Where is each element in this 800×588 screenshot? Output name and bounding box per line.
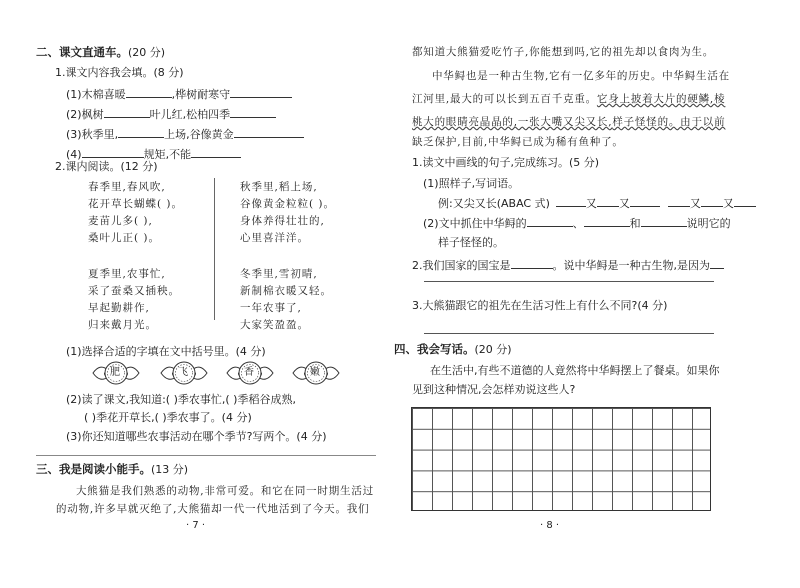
blank[interactable] [230,107,276,118]
q1-item-3-b: 上场,谷像黄金 [164,128,234,141]
poem-autumn-4: 心里喜洋洋。 [240,232,309,244]
q2-heading: 2.课内阅读。(12 分) [55,160,158,173]
r-q2-a: 2.我们国家的国宝是 [412,259,511,272]
r-q1-1: (1)照样子,写词语。 [423,177,520,190]
answer-line[interactable] [424,333,714,334]
blank[interactable] [104,107,150,118]
r-q1-2-cont: 样子怪怪的。 [438,236,504,249]
r-q2 [412,258,724,273]
blank[interactable] [630,196,660,207]
section-4-score: (20 分) [474,343,512,356]
blank[interactable] [82,147,144,158]
section-2-title: 二、课文直通车。 [36,45,128,59]
q1-item-3-a: (3)秋季里, [66,128,119,141]
you-char: 又 [585,197,597,210]
q1-heading: 1.课文内容我会填。(8 分) [55,66,184,79]
passage-line-7: 缺乏保护,目前,中华鲟已成为稀有鱼种了。 [412,136,624,148]
passage-line-4: 中华鲟也是一种古生物,它有一亿多年的历史。中华鲟生活在 [432,70,730,82]
poem-autumn-1: 秋季里,稻上场, [240,181,318,193]
poem-autumn-2: 谷像黄金粒粒( )。 [240,198,336,210]
q1-item-2 [66,107,276,122]
char-option-2: 飞 [178,367,188,378]
writing-prompt-2: 见到这种情况,会怎样劝说这些人? [412,383,576,396]
poem-summer-2: 采了蚕桑又插秧。 [88,285,180,297]
blank[interactable] [556,196,586,207]
poem-spring-3: 麦苗儿多( ), [88,215,153,227]
passage-line-5-a: 江河里,最大的可以长到五百千克重。 [412,93,597,105]
poem-spring-4: 桑叶儿正( )。 [88,232,161,244]
writing-grid[interactable] [411,407,711,511]
example-text: 例:又尖又长(ABAC 式) [438,197,550,210]
passage-line-6 [412,115,725,129]
poem-winter-3: 一年农事了, [240,302,302,314]
section-4-title: 四、我会写话。 [394,342,475,356]
poem-spring-2: 花开草长蝴蝶( )。 [88,198,184,210]
section-2-heading [36,45,165,60]
r-q1-example [438,196,756,211]
underlined-sentence-1: 它身上披着大片的硬鳞,棱 [596,93,726,105]
poem-summer-1: 夏季里,农事忙, [88,268,166,280]
you-char: 又 [689,197,701,210]
writing-prompt-1: 在生活中,有些不道德的人竟然将中华鲟摆上了餐桌。如果你 [430,364,720,377]
page-number-left: · 7 · [186,520,206,531]
page-number-right: · 8 · [540,520,560,531]
underlined-sentence-3: 样子怪怪的。由于以前 [612,116,726,128]
r-q1-2-b: 、 [572,217,584,230]
q1-item-2-a: (2)枫树 [66,108,104,121]
blank[interactable] [597,196,619,207]
poem-divider [214,178,215,320]
poem-summer-3: 早起勤耕作, [88,302,150,314]
divider [36,455,376,456]
r-q1-2-d: 说明它的 [686,217,731,230]
blank[interactable] [191,147,241,158]
q1-item-4-b: 规矩,不能 [143,148,192,161]
blank[interactable] [527,216,573,227]
poem-spring-1: 春季里,春风吹, [88,181,166,193]
q2-1: (1)选择合适的字填在文中括号里。(4 分) [66,345,266,358]
q1-item-1-a: (1)木棉喜暖 [66,88,126,101]
passage-line-5 [412,92,725,106]
r-q1: 1.读文中画线的句子,完成练习。(5 分) [412,156,600,169]
blank[interactable] [734,196,756,207]
poem-autumn-3: 身体养得壮壮的, [240,215,325,227]
q1-item-2-b: 叶儿红,松柏四季 [149,108,231,121]
section-3-title: 三、我是阅读小能手。 [36,462,151,476]
q2-2-line2: ( )季花开草长,( )季农事了。(4 分) [84,411,252,424]
blank[interactable] [511,258,553,269]
section-2-score: (20 分) [128,46,166,59]
r-q1-2 [423,216,731,231]
poem-winter-1: 冬季里,雪初晴, [240,268,318,280]
q1-item-3 [66,127,304,142]
you-char: 又 [722,197,734,210]
char-option-3: 香 [244,367,254,378]
char-option-4: 嫩 [310,367,320,378]
q1-item-1 [66,87,292,102]
section-3-heading [36,462,188,477]
section-3-score: (13 分) [151,463,189,476]
poem-summer-4: 归来戴月光。 [88,319,157,331]
blank[interactable] [668,196,690,207]
poem-winter-4: 大家笑盈盈。 [240,319,309,331]
r-q3: 3.大熊猫跟它的祖先在生活习性上有什么不同?(4 分) [412,299,668,312]
blank[interactable] [230,87,292,98]
blank[interactable] [701,196,723,207]
blank[interactable] [641,216,687,227]
char-option-1: 肥 [110,367,120,378]
r-q1-2-c: 和 [629,217,641,230]
answer-line[interactable] [424,281,714,282]
q2-2-line1: (2)读了课文,我知道:( )季农事忙,( )季稻谷成熟, [66,393,296,406]
q2-3: (3)你还知道哪些农事活动在哪个季节?写两个。(4 分) [66,430,327,443]
passage-line-3: 都知道大熊猫爱吃竹子,你能想到吗,它的祖先却以食肉为生。 [412,46,715,58]
underlined-sentence-2: 桃大的眼睛亮晶晶的,一张大嘴又尖又长, [412,116,613,128]
blank[interactable] [126,87,172,98]
blank[interactable] [118,127,164,138]
q1-item-4-a: (4) [66,148,82,161]
r-q2-b: 。说中华鲟是一种古生物,是因为 [552,259,710,272]
poem-winter-2: 新制棉衣暖又轻。 [240,285,332,297]
passage-line-1: 大熊猫是我们熟悉的动物,非常可爱。和它在同一时期生活过 [76,485,374,497]
blank[interactable] [234,127,304,138]
blank[interactable] [584,216,630,227]
you-char: 又 [618,197,630,210]
q1-item-1-b: ,桦树耐寒守 [171,88,231,101]
r-q1-2-a: (2)文中抓住中华鲟的 [423,217,527,230]
blank[interactable] [710,258,724,269]
passage-line-2: 的动物,许多早就灭绝了,大熊猫却一代一代地活到了今天。我们 [56,503,370,515]
section-4-heading [394,342,512,357]
